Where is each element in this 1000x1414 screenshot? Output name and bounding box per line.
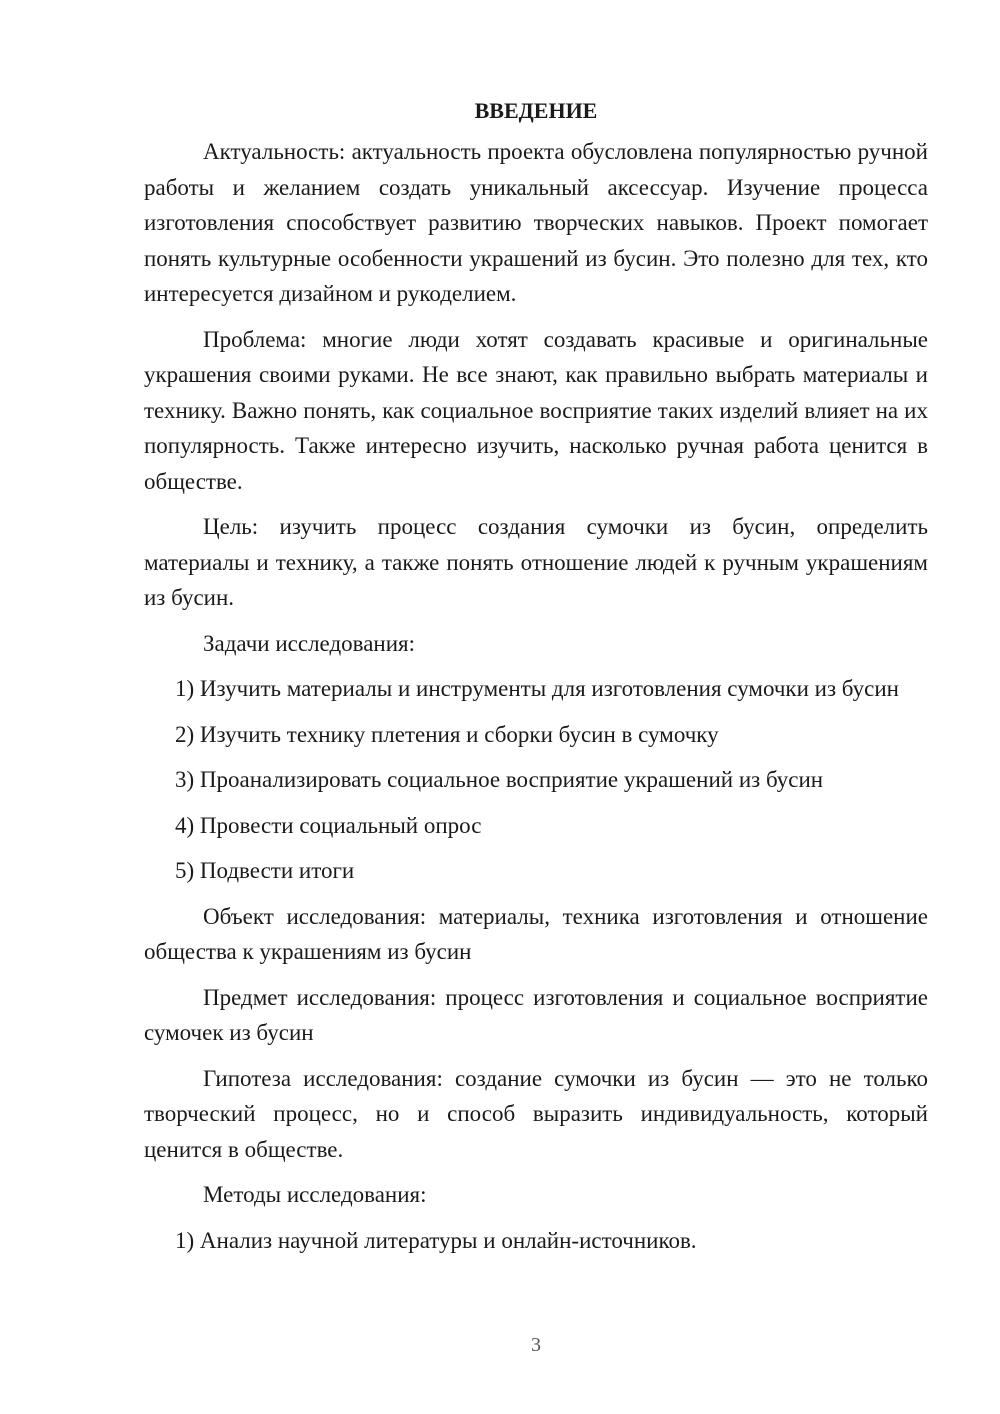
paragraph-hypothesis: Гипотеза исследования: создание сумочки из бусин — это не только творческий процесс, но и способ выразить индивидуальность, который ценится в обществе. <box>144 1065 928 1162</box>
paragraph-relevance: Актуальность: актуальность проекта обусловлена популярностью ручной работы и желанием создать уникальный аксессуар. Изучение процесса изготовления способствует развитию творческих навыков. Проект помогает понять культурные особенности украшений из бусин. Это полезно для тех, кто интересуется дизайном и рукоделием. <box>144 139 928 306</box>
task-item-3: 3) Проанализировать социальное восприятие украшений из бусин <box>175 767 824 792</box>
page-content <box>144 93 928 1268</box>
paragraph-subject: Предмет исследования: процесс изготовления и социальное восприятие сумочек из бусин <box>144 984 928 1045</box>
page-number-container <box>71 1334 1000 1357</box>
paragraph-object: Объект исследования: материалы, техника изготовления и отношение общества к украшениям из бусин <box>144 903 928 964</box>
task-item-4: 4) Провести социальный опрос <box>175 812 482 838</box>
task-item-2: 2) Изучить технику плетения и сборки бусин в сумочку <box>175 721 719 747</box>
paragraph-problem: Проблема: многие люди хотят создавать красивые и оригинальные украшения своими руками. Не все знают, как правильно выбрать материалы и технику. Важно понять, как социальное восприятие таких изделий влияет на их популярность. Также интересно изучить, насколько ручная работа ценится в обществе. <box>144 326 928 494</box>
methods-title: Методы исследования: <box>203 1182 427 1207</box>
method-item-1: 1) Анализ научной литературы и онлайн-источников. <box>175 1227 697 1253</box>
task-item-5: 5) Подвести итоги <box>175 858 355 883</box>
task-item-1: 1) Изучить материалы и инструменты для изготовления сумочки из бусин <box>175 676 899 701</box>
paragraph-goal: Цель: изучить процесс создания сумочки из бусин, определить материалы и технику, а также понять отношение людей к ручным украшениям из бусин. <box>144 514 928 610</box>
section-heading: ВВЕДЕНИЕ <box>474 98 598 123</box>
page-number: 3 <box>531 1334 541 1356</box>
tasks-title: Задачи исследования: <box>203 630 416 656</box>
